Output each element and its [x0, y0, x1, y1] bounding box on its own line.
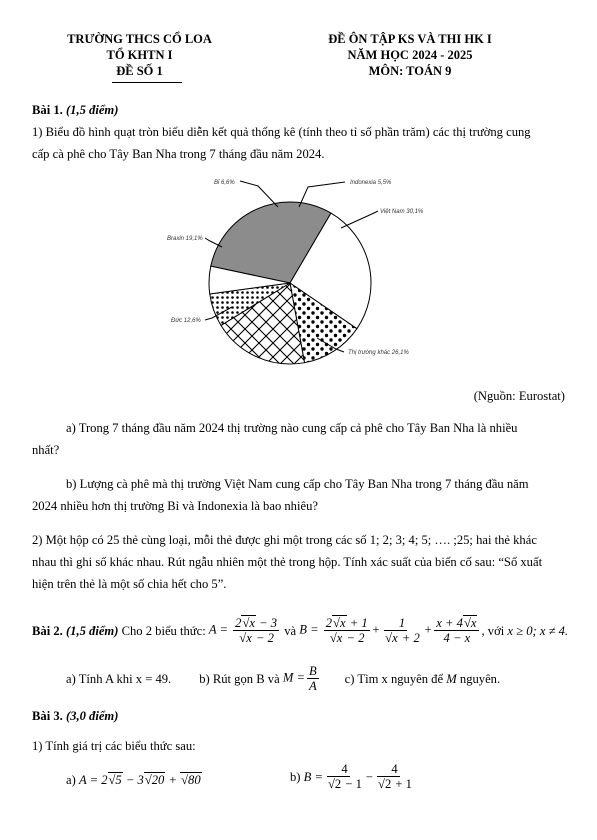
formula-B: B = $\frac{2√x + 1}{√x - 2}$ + $\frac{1}{√x + 2}$ + $\frac{x + 4√x}{4 - x}$: [299, 616, 481, 645]
bai1-q2-line2: nhau thì ghi số khác nhau. Rút ngẫu nhiên một thẻ trong hộp. Tính xác suất của biến cố sau: “Số xuất: [32, 555, 543, 569]
label-duc: Đức 12,6%: [171, 318, 201, 324]
school-year: NĂM HỌC 2024 - 2025: [347, 48, 473, 62]
bai1-q1-line1: 1) Biểu đồ hình quạt tròn biểu diễn kết quả thống kê (tính theo tỉ số phần trăm) các thị trường cung: [32, 125, 531, 139]
bai3-b: b) B = $\frac{4}{√2 - 1}$ − $\frac{4}{√2 + 1}$: [290, 762, 412, 791]
formula-M: M = $\frac{B}{A}$: [282, 664, 317, 693]
bai2-intro-line: Bài 2. (1,5 điểm) Cho 2 biểu thức: A = $\frac{2√x - 3}{√x - 2}$ và B = $\frac{2√x + 1}{√x - 2}$ + $\frac{1}{√x + 2}$ + $\frac{x + 4√x}{4 - x}$ , với x ≥ 0; x ≠ 4.: [32, 616, 569, 645]
bai1-qa-line2: nhất?: [32, 443, 60, 457]
header-divider: [112, 82, 182, 83]
bai1-q2-line3: hiện trên thẻ là một số chia hết cho 5”.: [32, 577, 227, 591]
label-braxin: Braxin 19,1%: [167, 236, 203, 242]
chart-source: (Nguồn: Eurostat): [473, 389, 565, 403]
label-khac: Thị trường khác 26,1%: [348, 350, 409, 356]
bai2-subquestions: a) Tính A khi x = 49. b) Rút gọn B và M = $\frac{B}{A}$ c) Tìm x nguyên để M nguyên.: [66, 664, 501, 693]
formula-A: A = $\frac{2√x - 3}{√x - 2}$: [208, 616, 278, 645]
bai3-a: a) A = 2√5 − 3√20 + √80: [66, 773, 201, 787]
bai3-heading: Bài 3. (3,0 điểm): [32, 709, 119, 723]
bai1-qb-line2: 2024 nhiều hơn thị trường Bỉ và Indonexia là bao nhiêu?: [32, 499, 318, 513]
bai1-qb-line1: b) Lượng cà phê mà thị trường Việt Nam cung cấp cho Tây Ban Nha trong 7 tháng đầu năm: [66, 477, 529, 491]
label-bi: Bỉ 6,6%: [214, 180, 235, 186]
pie-chart: [160, 168, 440, 368]
leader-vietnam: [341, 211, 378, 228]
bai1-q2-line1: 2) Một hộp có 25 thẻ cùng loại, mỗi thẻ được ghi một trong các số 1; 2; 3; 4; 5; …. ;25; hai thẻ khác: [32, 533, 537, 547]
bai3-q1: 1) Tính giá trị các biểu thức sau:: [32, 739, 196, 753]
bai1-qa-line1: a) Trong 7 tháng đầu năm 2024 thị trường nào cung cấp cả phê cho Tây Ban Nha là nhiều: [66, 421, 518, 435]
exam-code: ĐỀ SỐ 1: [116, 64, 163, 78]
subject: MÔN: TOÁN 9: [368, 64, 452, 78]
domain-condition: x ≥ 0; x ≠ 4.: [507, 623, 569, 638]
exam-title: ĐỀ ÔN TẬP KS VÀ THI HK I: [328, 32, 492, 46]
label-vietnam: Việt Nam 30,1%: [380, 209, 424, 215]
bai1-q1-line2: cấp cà phê cho Tây Ban Nha trong 7 tháng đầu năm 2024.: [32, 147, 325, 161]
bai1-heading: Bài 1. (1,5 điểm): [32, 103, 119, 117]
leader-bi: [240, 181, 278, 207]
department-name: TỔ KHTN I: [106, 48, 173, 62]
label-indonexia: Indonexia 5,5%: [350, 180, 392, 186]
school-name: TRƯỜNG THCS CỔ LOA: [67, 32, 212, 46]
